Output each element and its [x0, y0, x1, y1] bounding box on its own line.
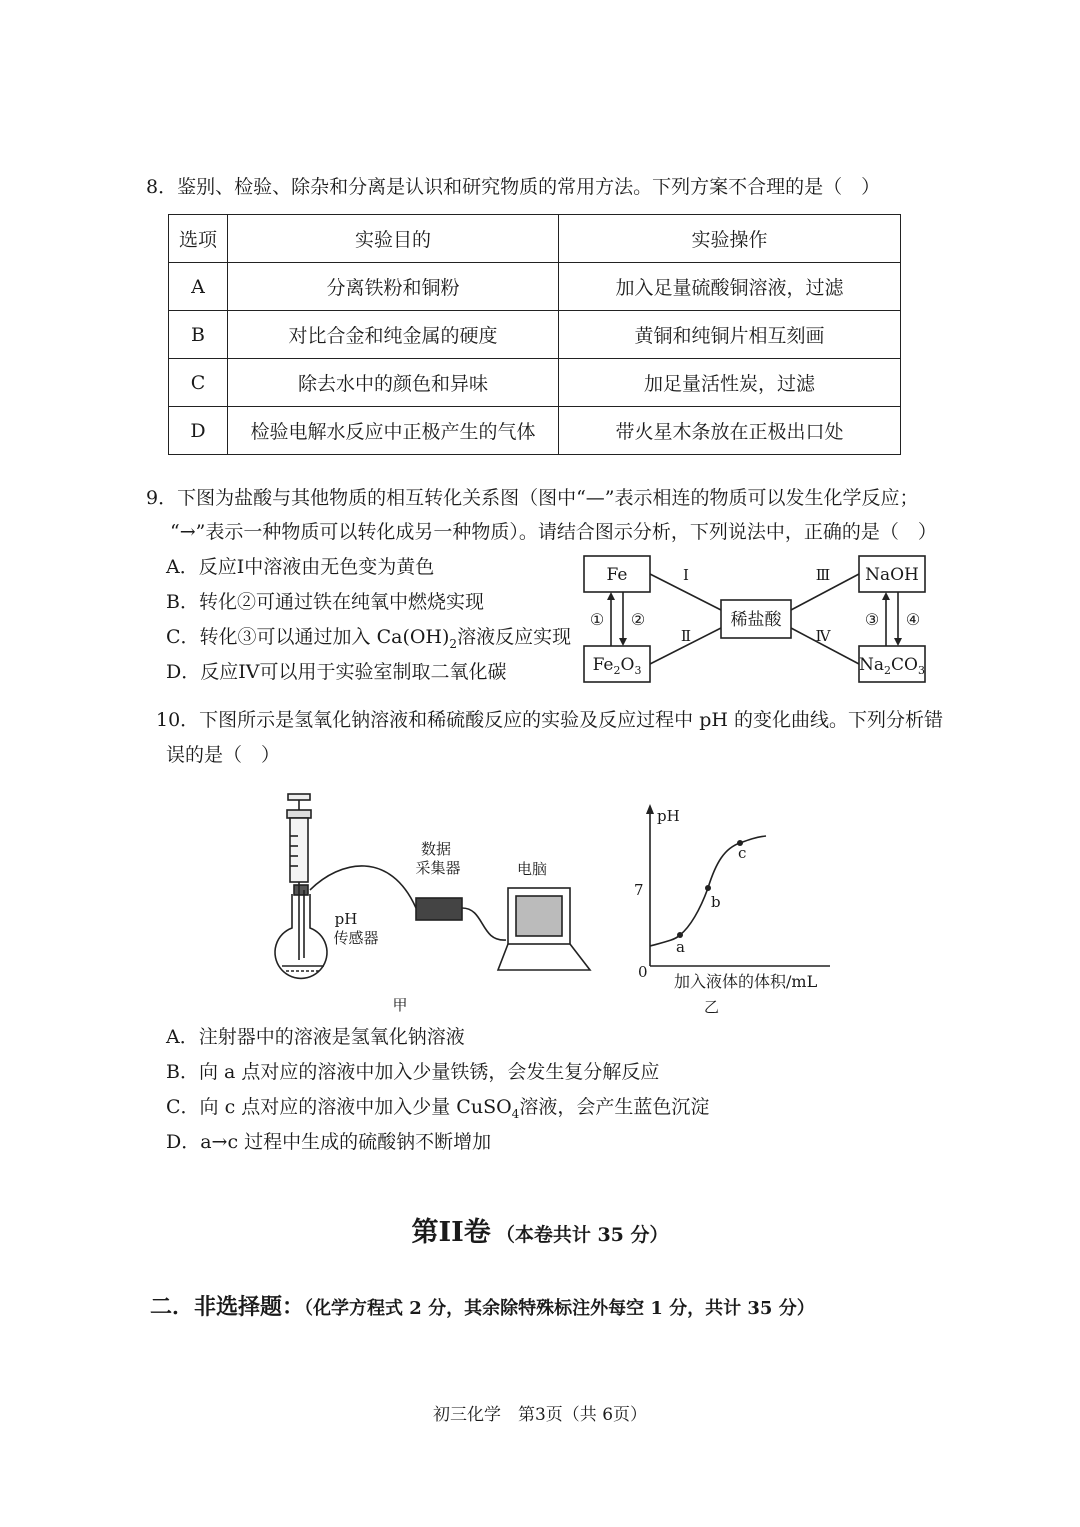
label-reaction-1: I — [683, 566, 689, 584]
q9-option-d: D．反应IV可以用于实验室制取二氧化碳 — [166, 661, 507, 683]
point-c-label: c — [738, 844, 747, 862]
syringe-barrel — [290, 818, 308, 882]
q8-table — [168, 214, 901, 455]
syringe-plunger-cap — [288, 794, 310, 800]
q9-option-a: A．反应I中溶液由无色变为黄色 — [166, 556, 435, 578]
row-option: D — [169, 407, 228, 455]
q9-stem-line1: 9．下图为盐酸与其他物质的相互转化关系图（图中“—”表示相连的物质可以发生化学反应； — [146, 487, 919, 509]
arrowhead-down-2 — [619, 638, 627, 646]
label-reaction-3: Ⅲ — [815, 566, 831, 584]
q10-option-c-post: 溶液，会产生蓝色沉淀 — [519, 1096, 710, 1118]
arrowhead-down-4 — [894, 638, 902, 646]
page-footer: 初三化学 第3页（共 6页） — [432, 1405, 648, 1425]
table-row — [169, 263, 901, 311]
sensor-label-line2: 传感器 — [333, 929, 379, 947]
section-title-note: （本卷共计 35 分） — [495, 1224, 669, 1246]
row-operation: 带火星木条放在正极出口处 — [559, 407, 901, 455]
q9-option-b: B．转化②可通过铁在纯氧中燃烧实现 — [166, 591, 484, 613]
label-transform-1: ① — [589, 610, 605, 629]
row-option: B — [169, 311, 228, 359]
chart-caption: 乙 — [704, 998, 720, 1016]
y-axis-label: pH — [657, 807, 680, 825]
q8-stem: 8．鉴别、检验、除杂和分离是认识和研究物质的常用方法。下列方案不合理的是（ ） — [146, 176, 881, 198]
data-collector-box — [416, 898, 462, 920]
label-center: 稀盐酸 — [730, 610, 782, 630]
table-row — [169, 359, 901, 407]
stopper — [294, 885, 308, 895]
row-goal: 对比合金和纯金属的硬度 — [228, 311, 559, 359]
point-b — [705, 885, 711, 891]
row-goal: 分离铁粉和铜粉 — [228, 263, 559, 311]
label-na2co3: $Na_2CO_3$ — [859, 655, 925, 677]
q9-option-c-pre: C．转化③可以通过加入 Ca(OH) — [166, 626, 450, 648]
header-goal: 实验目的 — [228, 215, 559, 263]
x-axis-label: 加入液体的体积/mL — [674, 972, 818, 991]
q10-stem-line1: 10．下图所示是氢氧化钠溶液和稀硫酸反应的实验及反应过程中 pH 的变化曲线。下列分析错 — [156, 709, 943, 731]
point-a-label: a — [676, 938, 685, 956]
q10-apparatus — [270, 790, 610, 1020]
sensor-cable — [310, 866, 416, 908]
row-goal: 检验电解水反应中正极产生的气体 — [228, 407, 559, 455]
label-fe2o3: $Fe_2O_3$ — [592, 655, 642, 677]
header-operation: 实验操作 — [559, 215, 901, 263]
computer-display — [516, 896, 562, 936]
q10-option-c-pre: C．向 c 点对应的溶液中加入少量 CuSO — [166, 1096, 512, 1118]
part2-heading-title: 二．非选择题： — [150, 1294, 305, 1320]
label-transform-3: ③ — [864, 610, 880, 629]
row-operation: 黄铜和纯铜片相互刻画 — [559, 311, 901, 359]
label-naoh: NaOH — [865, 565, 919, 585]
computer-label: 电脑 — [516, 860, 548, 878]
q10-option-a: A．注射器中的溶液是氢氧化钠溶液 — [166, 1026, 465, 1048]
collector-label-line1: 数据 — [420, 840, 452, 858]
q9-option-c — [166, 628, 571, 650]
sensor-label-line1: pH — [334, 910, 358, 928]
label-fe: Fe — [606, 565, 628, 585]
table-row — [169, 407, 901, 455]
label-transform-4: ④ — [905, 610, 921, 629]
q10-option-b: B．向 a 点对应的溶液中加入少量铁锈，会发生复分解反应 — [166, 1061, 660, 1083]
q10-option-c-sub: 4 — [511, 1106, 520, 1121]
q10-stem-line2: 误的是（ ） — [166, 744, 281, 766]
q10-option-d: D．a→c 过程中生成的硫酸钠不断增加 — [166, 1131, 492, 1153]
q9-option-c-post: 溶液反应实现 — [457, 626, 572, 648]
row-option: C — [169, 359, 228, 407]
row-operation: 加足量活性炭，过滤 — [559, 359, 901, 407]
arrowhead-up-1 — [607, 592, 615, 600]
part2-heading — [150, 1290, 815, 1321]
row-operation: 加入足量硫酸铜溶液，过滤 — [559, 263, 901, 311]
computer-keyboard — [498, 944, 590, 970]
part2-heading-desc: （化学方程式 2 分，其余除特殊标注外每空 1 分，共计 35 分） — [304, 1298, 815, 1319]
header-option: 选项 — [169, 215, 228, 263]
label-reaction-2: Ⅱ — [680, 627, 692, 645]
section-title — [0, 1210, 1080, 1249]
y-tick-label: 7 — [634, 881, 644, 899]
q9-stem-line2: “→”表示一种物质可以转化成另一种物质）。请结合图示分析，下列说法中，正确的是（ ） — [170, 521, 937, 543]
point-b-label: b — [711, 893, 721, 911]
q10-option-c — [166, 1098, 709, 1120]
y-axis-arrowhead — [646, 804, 654, 814]
label-transform-2: ② — [630, 610, 646, 629]
section-title-main: 第II卷 — [411, 1217, 491, 1248]
computer-cable — [462, 908, 506, 940]
syringe-thumb — [287, 810, 311, 818]
q9-option-c-sub: 2 — [449, 636, 458, 651]
q9-relation-diagram — [575, 548, 935, 688]
row-goal: 除去水中的颜色和异味 — [228, 359, 559, 407]
label-reaction-4: Ⅳ — [815, 627, 831, 645]
arrowhead-up-3 — [882, 592, 890, 600]
table-header-row — [169, 215, 901, 263]
row-option: A — [169, 263, 228, 311]
collector-label-line2: 采集器 — [415, 859, 461, 877]
apparatus-caption: 甲 — [392, 996, 408, 1014]
q10-ph-chart — [620, 800, 850, 1025]
origin-label: 0 — [638, 963, 648, 981]
table-row — [169, 311, 901, 359]
